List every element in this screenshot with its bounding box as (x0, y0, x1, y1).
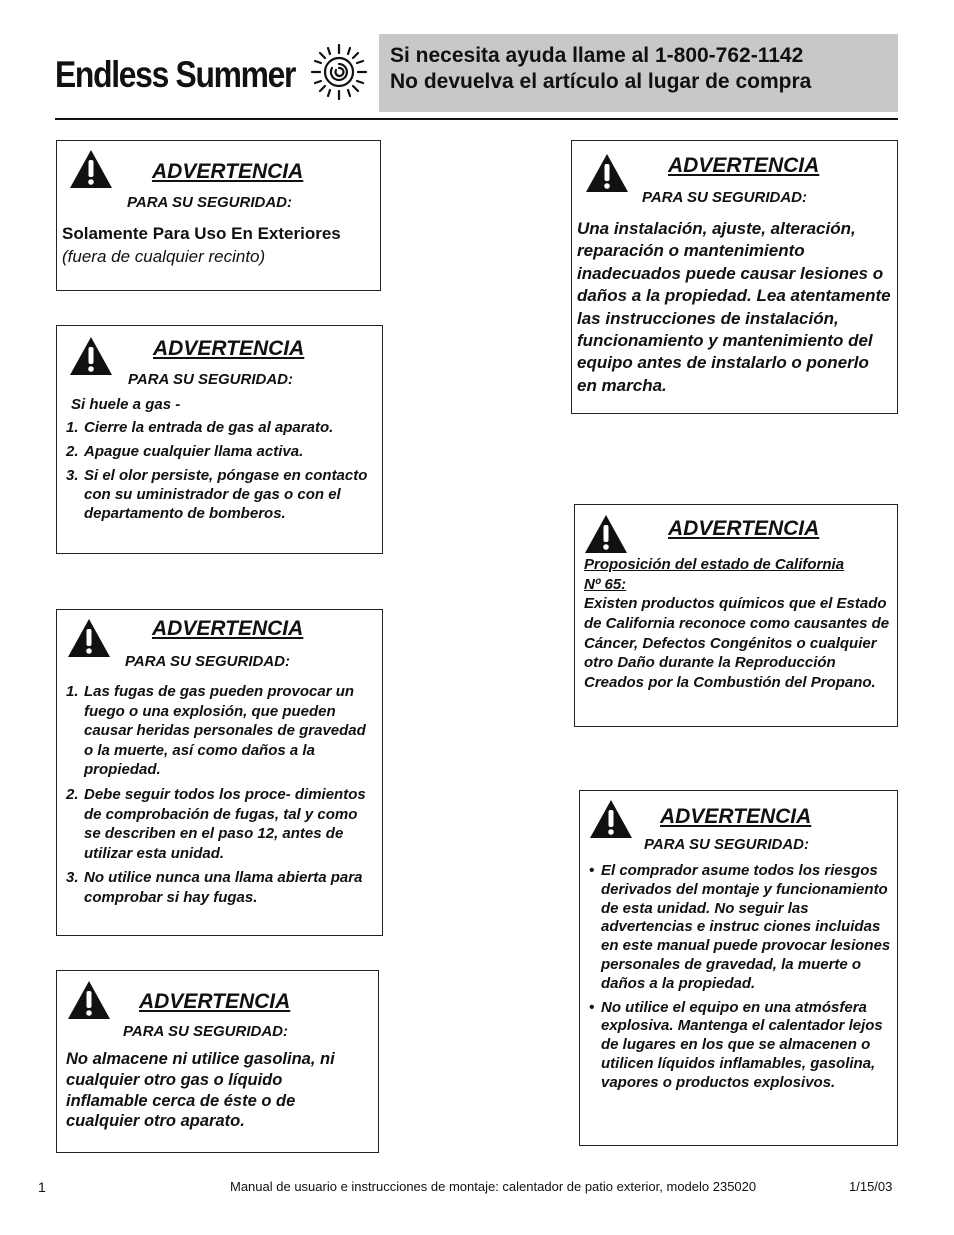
list-item: 1. Las fugas de gas pueden provocar un fuego o una explosión, que pueden causar heridas personales de gravedad o la muerte, así como daños a la propiedad. (66, 683, 366, 779)
warning-icon (584, 514, 628, 554)
page-number: 1 (38, 1179, 46, 1195)
warning-subtitle: PARA SU SEGURIDAD: (125, 653, 291, 670)
header-divider (55, 118, 898, 120)
manual-title: Manual de usuario e instrucciones de montaje: calentador de patio exterior, modelo 235020 (230, 1179, 757, 1194)
outdoor-note-text: (fuera de cualquier recinto) (62, 247, 266, 266)
warning-box-outdoor (56, 140, 381, 291)
list-item: 2. Apague cualquier llama activa. (66, 443, 304, 460)
warning-icon (69, 336, 113, 376)
warning-subtitle: PARA SU SEGURIDAD: (642, 189, 808, 206)
prop65-heading: Proposición del estado de California Nº 65: (584, 556, 845, 593)
warning-subtitle: PARA SU SEGURIDAD: (128, 371, 294, 388)
document-date: 1/15/03 (849, 1179, 893, 1194)
list-item: 3. Si el olor persiste, póngase en contacto con su uministrador de gas o con el departamento de bomberos. (66, 467, 368, 522)
list-item: 3. No utilice nunca una llama abierta para comprobar si hay fugas. (66, 869, 363, 906)
warning-title: ADVERTENCIA (660, 805, 812, 828)
help-banner (379, 34, 898, 112)
installation-warning-text: Una instalación, ajuste, alteración, reparación o mantenimiento inadecuados puede causar lesiones o daños a la propiedad. Lea atentamente las instrucciones de instalación, funcionamiento y mantenimiento del equipo antes de instalarlo o ponerlo en marcha. (577, 219, 891, 395)
warning-title: ADVERTENCIA (152, 160, 304, 183)
warning-icon (67, 618, 111, 658)
gas-smell-steps (66, 418, 376, 523)
warning-icon (589, 799, 633, 839)
list-item: • No utilice el equipo en una atmósfera explosiva. Mantenga el calentador lejos de lugares en los que se almacenen o utilicen líquidos inflamables, gasolina, vapores o productos explosivos. (589, 998, 883, 1091)
list-item: 1. Cierre la entrada de gas al aparato. (66, 419, 334, 436)
warning-box-california (574, 504, 898, 727)
warning-title: ADVERTENCIA (153, 337, 305, 360)
warning-icon (67, 980, 111, 1020)
warning-icon (69, 149, 113, 189)
sun-icon (309, 42, 369, 102)
list-item: • El comprador asume todos los riesgos derivados del montaje y funcionamiento de esta unidad. No seguir las advertencias e instruc ciones incluidas en este manual puede provocar lesiones personales de gravedad, la muerte o daños a la propiedad. (589, 862, 891, 992)
warning-subtitle: PARA SU SEGURIDAD: (644, 836, 810, 853)
help-return-line: No devuelva el artículo al lugar de compra (390, 70, 812, 93)
warning-title: ADVERTENCIA (152, 617, 304, 640)
warning-box-gasoline (56, 970, 379, 1153)
warning-box-gas-smell (56, 325, 383, 554)
leak-warnings-list (66, 682, 374, 908)
warning-subtitle: PARA SU SEGURIDAD: (127, 194, 293, 211)
prop65-text: Existen productos químicos que el Estado de California reconoce como causantes de Cáncer, Defectos Congénitos o cualquier otro Daño durante la Reproducción Creados por la Combustión del Propano. (584, 595, 890, 692)
outdoor-only-text: Solamente Para Uso En Exteriores (62, 224, 341, 243)
warning-box-installation (571, 140, 898, 414)
logo-text: Endless Summer (55, 54, 296, 95)
warning-icon (585, 153, 629, 193)
warning-box-leaks (56, 609, 383, 936)
warning-subtitle: PARA SU SEGURIDAD: (123, 1023, 289, 1040)
gasoline-warning-text: No almacene ni utilice gasolina, ni cualquier otro gas o líquido inflamable cerca de éste o de cualquier otro aparato. (66, 1050, 335, 1131)
buyer-warnings-list (589, 862, 891, 1093)
warning-title: ADVERTENCIA (668, 154, 820, 177)
list-item: 2. Debe seguir todos los proce- dimientos de comprobación de fugas, tal y como se describen en el paso 12, antes de utilizar esta unidad. (66, 785, 366, 862)
gas-smell-intro: Si huele a gas - (71, 396, 181, 413)
brand-logo (55, 40, 375, 106)
help-phone-line: Si necesita ayuda llame al 1-800-762-1142 (390, 44, 804, 67)
warning-title: ADVERTENCIA (139, 990, 291, 1013)
warning-title: ADVERTENCIA (668, 517, 820, 540)
warning-box-buyer (579, 790, 898, 1146)
